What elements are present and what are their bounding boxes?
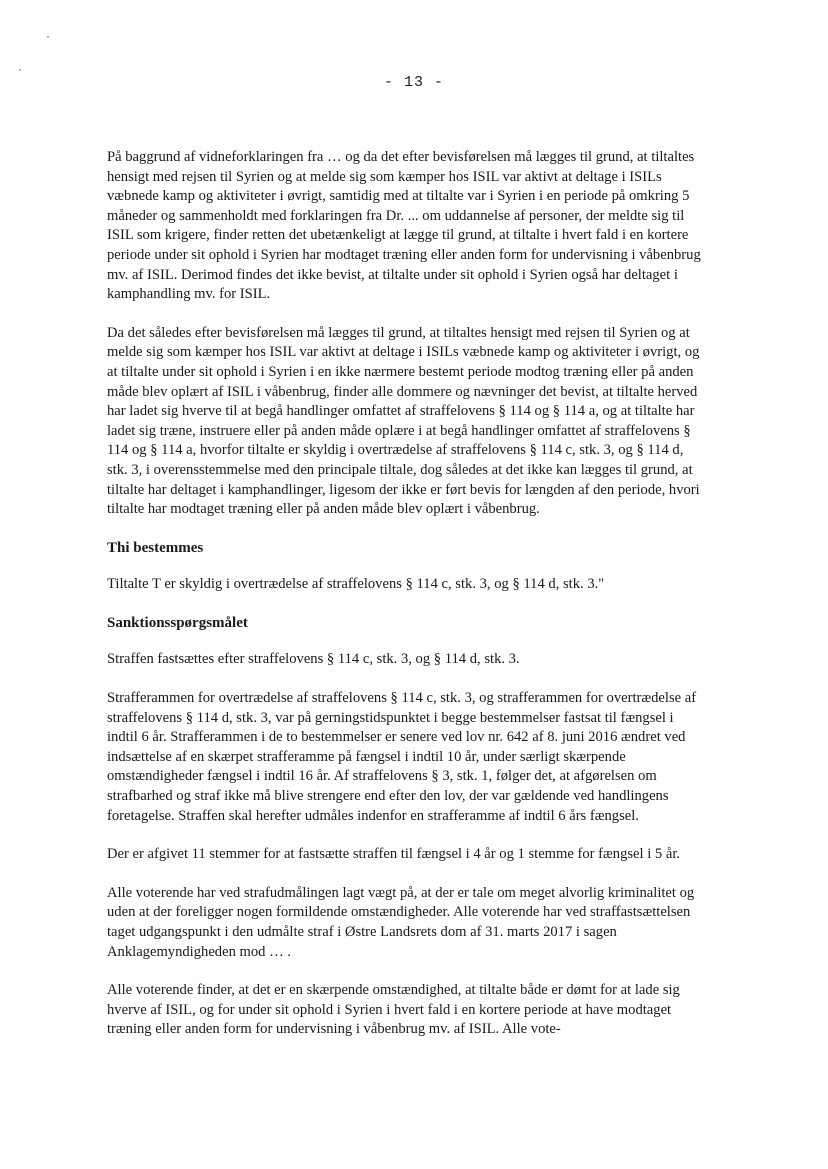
paragraph-evidence-training: På baggrund af vidneforklaringen fra … og da det efter bevisførelsen må lægges til grund, at tiltaltes hensigt med rejsen til Syrien og at melde sig som kæmper hos ISIL var aktivt at deltage i ISILs væbnede kamp og aktiviteter i øvrigt, samtidig med at tiltalte var i Syrien i en periode på omkring 5 måneder og sammenholdt med forklaringen fra Dr. ... om uddannelse af personer, der meldte sig til ISIL som krigere, finder retten det ubetænkeligt at lægge til grund, at tiltalte i hvert fald i en kortere periode under sit ophold i Syrien har modtaget træning eller anden form for undervisning i våbenbrug mv. af ISIL. Derimod findes det ikke bevist, at tiltalte under sit ophold i Syrien også har deltaget i kamphandling mv. for ISIL.: [107, 149, 701, 303]
scan-speck: [47, 36, 49, 38]
paragraph-sentencing-basis: Straffen fastsættes efter straffelovens § 114 c, stk. 3, og § 114 d, stk. 3.: [107, 651, 520, 668]
heading-thi-bestemmes: Thi bestemmes: [107, 539, 204, 556]
heading-sanktionsspoergsmaalet: Sanktionsspørgsmålet: [107, 614, 248, 631]
scan-speck: [19, 69, 21, 71]
paragraph-aggravating-circumstance: Alle voterende finder, at det er en skærpende omstændighed, at tiltalte både er dømt for at lade sig hverve af ISIL, og for under sit ophold i Syrien i hvert fald i en kortere periode at have modtaget træning eller anden form for undervisning i våbenbrug mv. af ISIL. Alle vote-: [107, 982, 680, 1038]
paragraph-verdict: Tiltalte T er skyldig i overtrædelse af straffelovens § 114 c, stk. 3, og § 114 d, stk. 3.": [107, 576, 605, 593]
document-body: [107, 148, 707, 1059]
paragraph-guilt-finding: Da det således efter bevisførelsen må lægges til grund, at tiltaltes hensigt med rejsen til Syrien og at melde sig som kæmper hos ISIL var aktivt at deltage i ISILs væbnede kamp og aktiviteter i øvrigt, og at tiltalte under sit ophold i Syrien i en ikke nærmere bestemt periode modtog træning eller på anden måde blev oplært af ISIL i våbenbrug, finder alle dommere og nævninger det bevist, at tiltalte herved har ladet sig hverve til at begå handlinger omfattet af straffelovens § 114 og § 114 a, og at tiltalte har ladet sig træne, instruere eller på anden måde oplære i at begå handlinger omfattet af straffelovens § 114 og § 114 a, hvorfor tiltalte er skyldig i overtrædelse af straffelovens § 114 c, stk. 3, og § 114 d, stk. 3, i overensstemmelse med den principale tiltale, dog således at det ikke kan lægges til grund, at tiltalte har deltaget i kamphandlinger, ligesom der ikke er ført bevis for længden af den periode, hvori tiltalte har modtaget træning eller på anden måde blev oplært i våbenbrug.: [107, 324, 700, 518]
paragraph-votes: Der er afgivet 11 stemmer for at fastsætte straffen til fængsel i 4 år og 1 stemme for fængsel i 5 år.: [107, 846, 681, 863]
paragraph-aggravation-weight: Alle voterende har ved strafudmålingen lagt vægt på, at der er tale om meget alvorlig kriminalitet og uden at der foreligger nogen formildende omstændigheder. Alle voterende har ved straffastsættelsen taget udgangspunkt i den udmålte straf i Østre Landsrets dom af 31. marts 2017 i sagen Anklagemyndigheden mod … .: [107, 884, 695, 960]
page-number: - 13 -: [383, 74, 444, 91]
paragraph-penalty-range: Strafferammen for overtrædelse af straffelovens § 114 c, stk. 3, og strafferammen for overtrædelse af straffelovens § 114 d, stk. 3, var på gerningstidspunktet i begge bestemmelser fastsat til fængsel i indtil 6 år. Strafferammen i de to bestemmelser er senere ved lov nr. 642 af 8. juni 2016 ændret ved indsættelse af en skærpet strafferamme på fængsel i indtil 10 år, under særligt skærpende omstændigheder fængsel i indtil 16 år. Af straffelovens § 3, stk. 1, følger det, at afgørelsen om strafbarhed og straf ikke må blive strengere end efter den lov, der var gældende ved handlingens foretagelse. Straffen skal herefter udmåles indenfor en strafferamme af indtil 6 års fængsel.: [107, 690, 697, 824]
